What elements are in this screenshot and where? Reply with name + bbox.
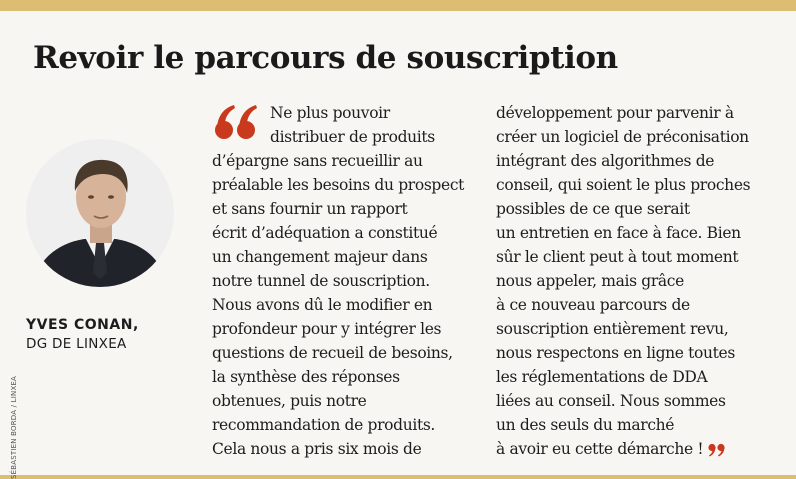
article-title: Revoir le parcours de souscription [33,40,618,76]
text-line: Nous avons dû le modifier en [212,296,433,314]
text-line: Cela nous a pris six mois de [212,440,422,458]
text-line: conseil, qui soient le plus proches [496,176,751,194]
photo-credit-text: SÉBASTIEN BORDA / LINXEA [10,375,18,479]
portrait-photo [26,139,174,287]
text-line: recommandation de produits. [212,416,436,434]
text-line: souscription entièrement revu, [496,320,729,338]
text-line: un entretien en face à face. Bien [496,224,741,242]
text-line: d’épargne sans recueillir au [212,152,423,170]
last-text-line [496,437,796,461]
text-line: un changement majeur dans [212,248,428,266]
text-line: sûr le client peut à tout moment [496,248,739,266]
text-line: distribuer de produits [270,128,435,146]
article-panel [0,11,796,479]
text-line: possibles de ce que serait [496,200,690,218]
article-column-2 [496,101,796,461]
text-line: notre tunnel de souscription. [212,272,430,290]
text-line: créer un logiciel de préconisation [496,128,749,146]
text-line: un des seuls du marché [496,416,675,434]
text-line: la synthèse des réponses [212,368,400,386]
text-line: à ce nouveau parcours de [496,296,690,314]
close-quote-icon [708,443,726,457]
text-line: Ne plus pouvoir [270,104,390,122]
text-line: liées au conseil. Nous sommes [496,392,726,410]
text-line: profondeur pour y intégrer les [212,320,442,338]
text-line: et sans fournir un rapport [212,200,408,218]
text-line: les réglementations de DDA [496,368,708,386]
person-name: YVES CONAN, [26,317,139,333]
article-column-1 [212,101,512,461]
text-line: à avoir eu cette démarche ! [496,440,704,458]
text-line: obtenues, puis notre [212,392,367,410]
text-line: nous respectons en ligne toutes [496,344,735,362]
text-line: préalable les besoins du prospect [212,176,465,194]
text-line: questions de recueil de besoins, [212,344,453,362]
text-line: nous appeler, mais grâce [496,272,684,290]
portrait-illustration [26,139,174,287]
text-line: intégrant des algorithmes de [496,152,715,170]
text-line: écrit d’adéquation a constitué [212,224,438,242]
person-role: DG DE LINXEA [26,336,127,352]
text-line: développement pour parvenir à [496,104,734,122]
